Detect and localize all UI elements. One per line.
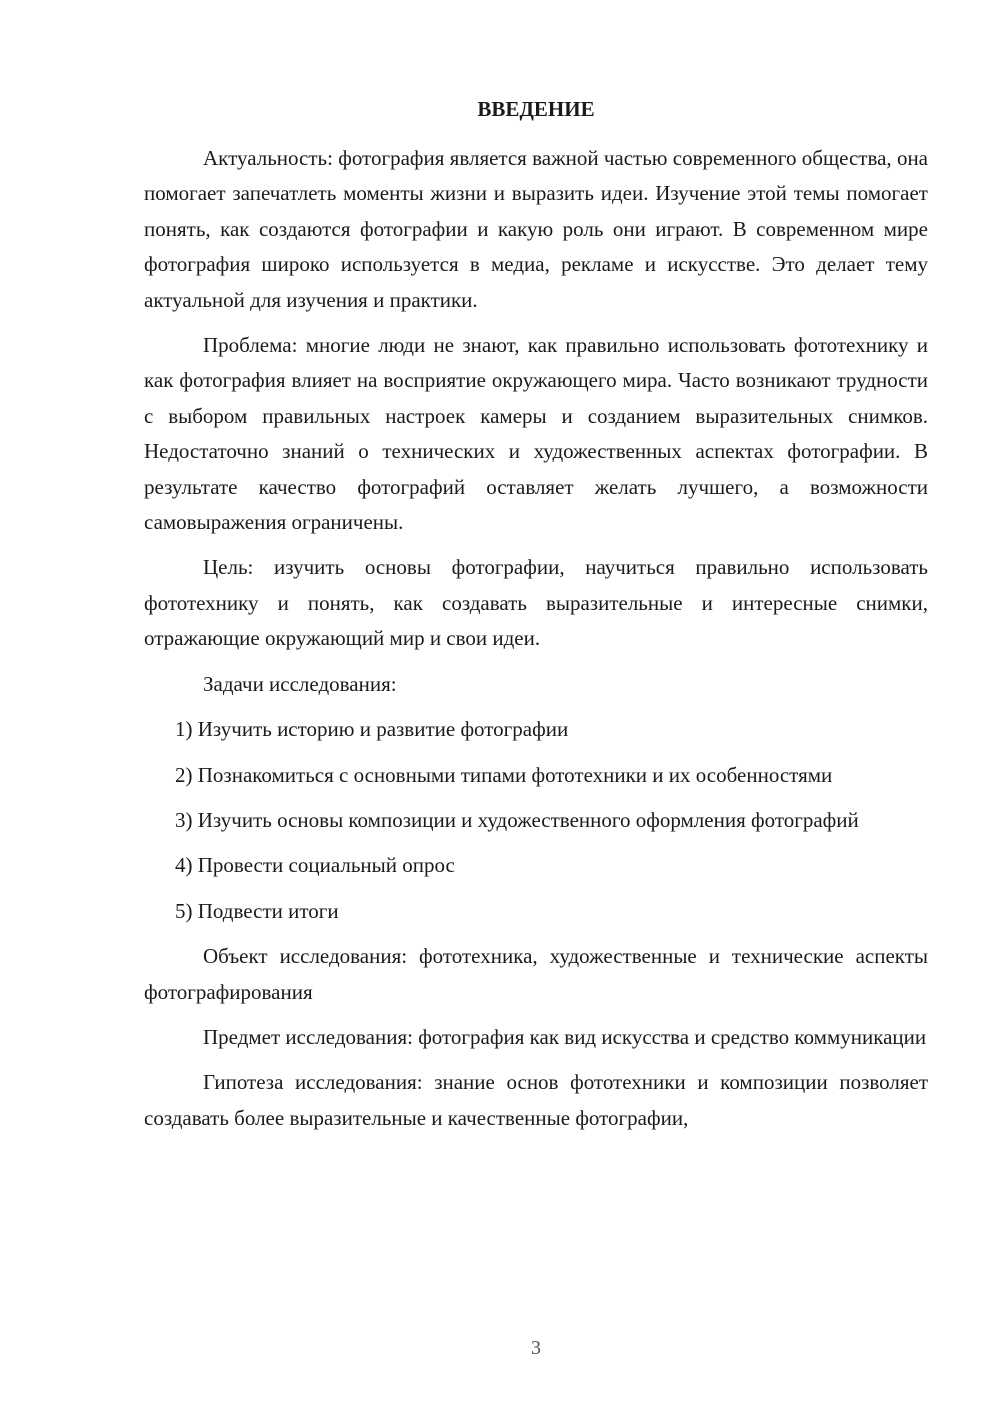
object-paragraph: Объект исследования: фототехника, художественные и технические аспекты фотографирования [144, 944, 928, 1004]
hypothesis-paragraph: Гипотеза исследования: знание основ фототехники и композиции позволяет создавать более выразительные и качественные фотографии, [144, 1070, 928, 1130]
task-item: 2) Познакомиться с основными типами фототехники и их особенностями [175, 762, 833, 787]
relevance-paragraph: Актуальность: фотография является важной частью современного общества, она помогает запечатлеть моменты жизни и выразить идеи. Изучение этой темы помогает понять, как создаются фотографии и какую роль они играют. В современном мире фотография широко используется в медиа, рекламе и искусстве. Это делает тему актуальной для изучения и практики. [144, 146, 928, 312]
task-item: 1) Изучить историю и развитие фотографии [175, 717, 569, 742]
page-number: 3 [531, 1337, 541, 1359]
page-content [144, 92, 928, 1146]
tasks-heading: Задачи исследования: [203, 671, 397, 696]
page-title: ВВЕДЕНИЕ [477, 97, 595, 121]
subject-paragraph: Предмет исследования: фотография как вид искусства и средство коммуникации [203, 1024, 927, 1049]
task-item: 3) Изучить основы композиции и художественного оформления фотографий [175, 807, 859, 832]
problem-paragraph: Проблема: многие люди не знают, как правильно использовать фототехнику и как фотография влияет на восприятие окружающего мира. Часто возникают трудности с выбором правильных настроек камеры и созданием выразительных снимков. Недостаточно знаний о технических и художественных аспектах фотографии. В результате качество фотографий оставляет желать лучшего, а возможности самовыражения ограничены. [144, 333, 928, 535]
task-item: 5) Подвести итоги [175, 898, 339, 923]
task-item: 4) Провести социальный опрос [175, 853, 455, 878]
goal-paragraph: Цель: изучить основы фотографии, научиться правильно использовать фототехнику и понять, как создавать выразительные и интересные снимки, отражающие окружающий мир и свои идеи. [144, 555, 928, 651]
